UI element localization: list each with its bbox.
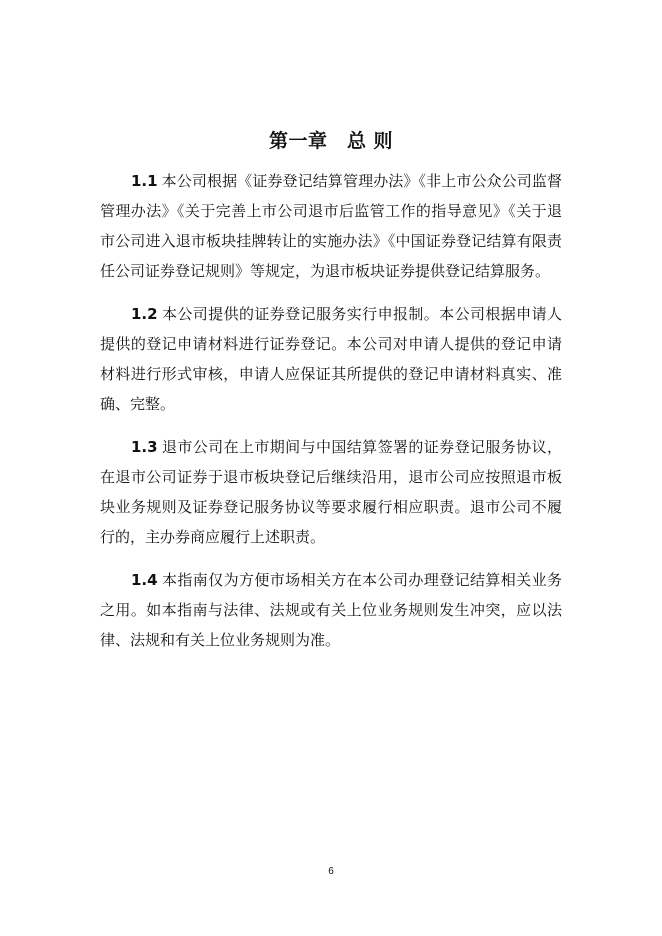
page-number: 6 [328,866,334,877]
section-number: 1.3 [131,438,158,456]
section-paragraph [100,166,562,286]
section-number: 1.2 [131,305,158,323]
section-text: 本公司根据《证券登记结算管理办法》《非上市公众公司监督管理办法》《关于完善上市公司退市后监管工作的指导意见》《关于退市公司进入退市板块挂牌转让的实施办法》《中国证券登记结算有限责任公司证券登记规则》等规定，为退市板块证券提供登记结算服务。 [100,172,562,280]
section-text: 本指南仅为方便市场相关方在本公司办理登记结算相关业务之用。如本指南与法律、法规或有关上位业务规则发生冲突，应以法律、法规和有关上位业务规则为准。 [100,571,562,649]
section-number: 1.1 [131,172,158,190]
section-paragraph [100,299,562,419]
section-paragraph [100,565,562,655]
document-body [100,166,562,668]
section-number: 1.4 [131,571,158,589]
chapter-title: 第一章 总 则 [268,130,394,152]
section-text: 退市公司在上市期间与中国结算签署的证券登记服务协议，在退市公司证券于退市板块登记后继续沿用，退市公司应按照退市板块业务规则及证券登记服务协议等要求履行相应职责。退市公司不履行的，主办券商应履行上述职责。 [100,438,562,546]
section-paragraph [100,432,562,552]
section-text: 本公司提供的证券登记服务实行申报制。本公司根据申请人提供的登记申请材料进行证券登记。本公司对申请人提供的登记申请材料进行形式审核，申请人应保证其所提供的登记申请材料真实、准确、完整。 [100,305,562,413]
